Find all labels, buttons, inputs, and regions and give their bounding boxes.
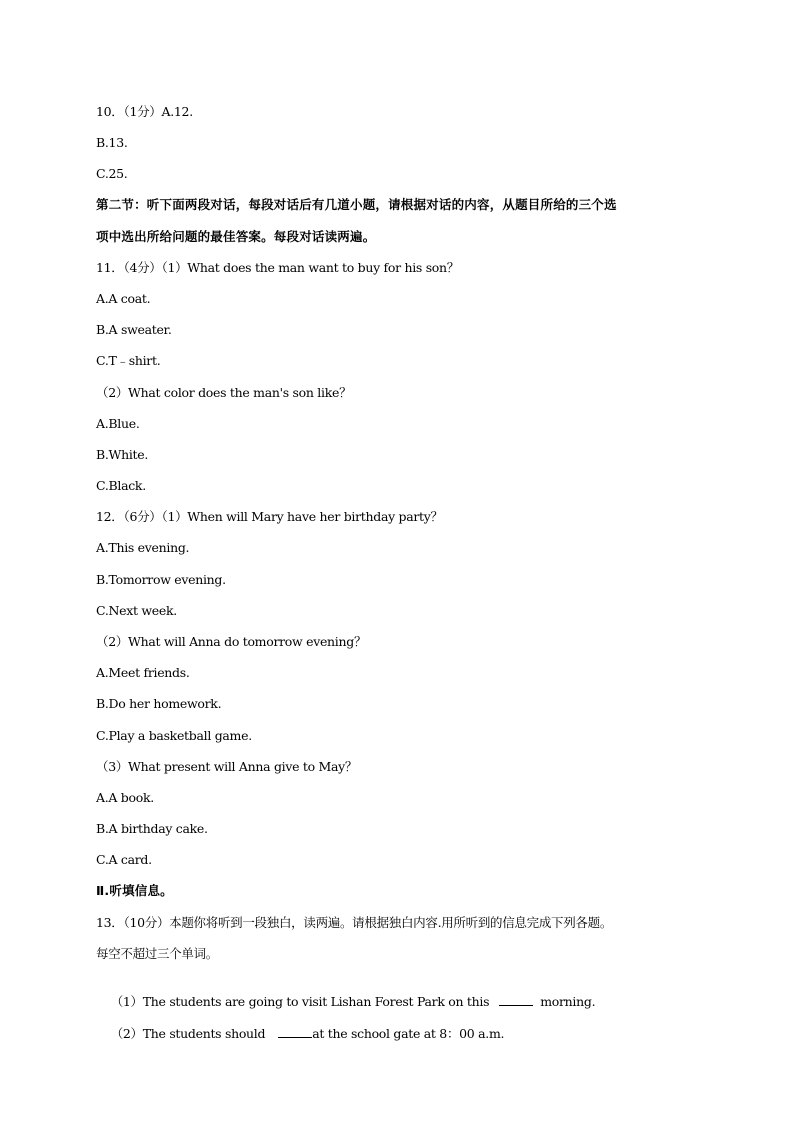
q12-question-1: 12．（6分）（1）When will Mary have her birthday party？ xyxy=(96,509,443,524)
q13-fill-1-text-after: morning. xyxy=(540,994,596,1009)
q11-question-1: 11．（4分）（1）What does the man want to buy for his son？ xyxy=(96,260,459,275)
q12-1-option-c: C.Next week. xyxy=(96,603,177,618)
q13-fill-2-text-after: at the school gate at 8：00 a.m. xyxy=(312,1026,505,1041)
q12-1-option-b: B.Tomorrow evening. xyxy=(96,572,226,587)
q12-question-2: （2）What will Anna do tomorrow evening？ xyxy=(96,634,367,649)
q12-2-option-b: B.Do her homework. xyxy=(96,696,222,711)
q11-1-option-b: B.A sweater. xyxy=(96,322,172,337)
q11-2-option-a: A.Blue. xyxy=(96,416,140,431)
q10-option-b: B.13. xyxy=(96,135,128,150)
q12-3-option-b: B.A birthday cake. xyxy=(96,821,208,836)
q13-instruction-line1: 13．（10分）本题你将听到一段独白，读两遍。请根据独白内容.用所听到的信息完成下列各题。 xyxy=(96,915,613,930)
q13-fill-1-text-before: （1）The students are going to visit Lishan Forest Park on this xyxy=(110,994,490,1009)
q11-2-option-b: B.White. xyxy=(96,447,149,462)
q12-question-3: （3）What present will Anna give to May？ xyxy=(96,759,358,774)
q13-fill-1-blank[interactable] xyxy=(499,993,533,1006)
q11-question-2: （2）What color does the man's son like？ xyxy=(96,385,352,400)
q11-1-option-c: C.T﹣shirt. xyxy=(96,353,161,368)
section-2-instruction-line2: 项中选出所给问题的最佳答案。每段对话读两遍。 xyxy=(96,229,376,244)
q12-2-option-a: A.Meet friends. xyxy=(96,665,190,680)
q11-2-option-c: C.Black. xyxy=(96,478,146,493)
part-2-heading: Ⅱ.听填信息。 xyxy=(96,883,173,898)
q13-instruction-line2: 每空不超过三个单词。 xyxy=(96,946,219,961)
q13-fill-2-text-before: （2）The students should xyxy=(110,1026,266,1041)
q13-fill-2 xyxy=(96,1009,504,1058)
q10-option-a: 10．（1分）A.12. xyxy=(96,104,193,119)
q10-option-c: C.25. xyxy=(96,166,128,181)
q13-fill-2-blank[interactable] xyxy=(278,1025,312,1038)
q11-1-option-a: A.A coat. xyxy=(96,291,151,306)
q12-2-option-c: C.Play a basketball game. xyxy=(96,728,252,743)
section-2-instruction-line1: 第二节：听下面两段对话，每段对话后有几道小题，请根据对话的内容，从题目所给的三个选 xyxy=(96,197,617,212)
q12-1-option-a: A.This evening. xyxy=(96,540,190,555)
q12-3-option-c: C.A card. xyxy=(96,852,152,867)
q12-3-option-a: A.A book. xyxy=(96,790,154,805)
